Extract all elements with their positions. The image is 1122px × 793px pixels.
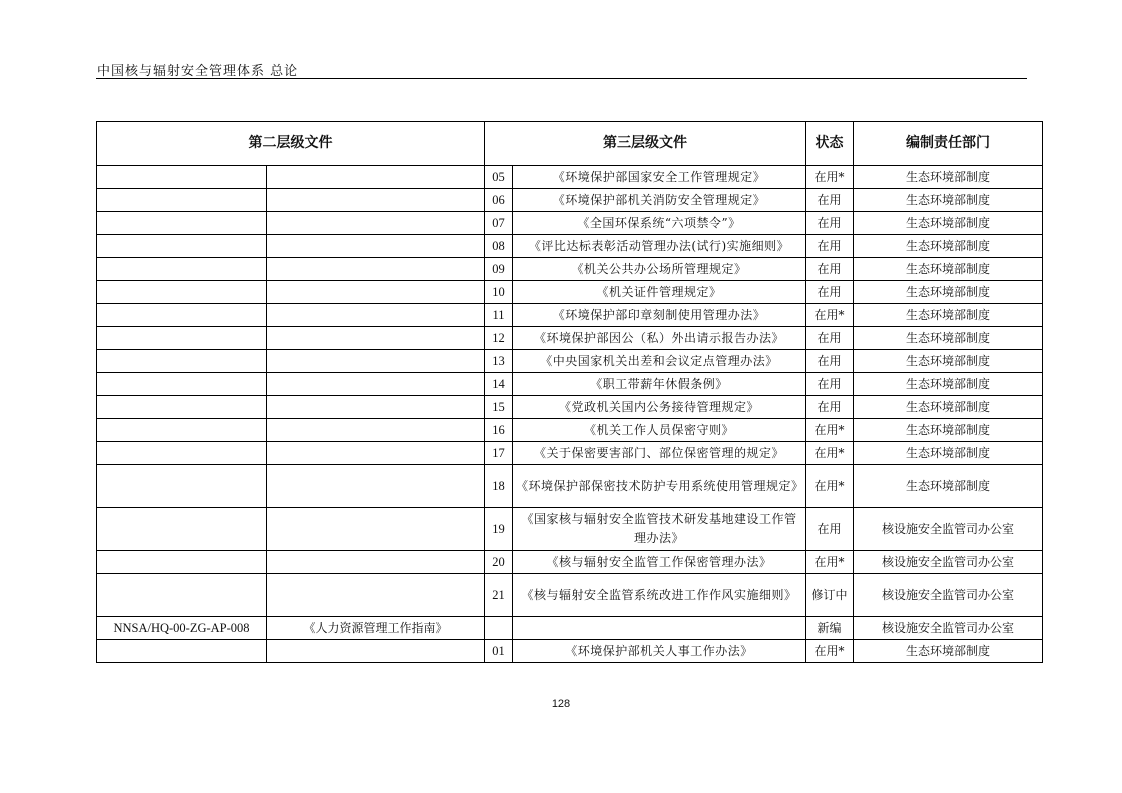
cell-level3-title [513,617,806,640]
cell-level3-title: 《国家核与辐射安全监管技术研发基地建设工作管理办法》 [513,508,806,551]
cell-status: 在用* [806,442,854,465]
cell-status: 修订中 [806,574,854,617]
cell-number: 17 [485,442,513,465]
cell-code [97,508,267,551]
cell-level3-title: 《环境保护部保密技术防护专用系统使用管理规定》 [513,465,806,508]
cell-level3-title: 《中央国家机关出差和会议定点管理办法》 [513,350,806,373]
cell-level3-title: 《机关公共办公场所管理规定》 [513,258,806,281]
cell-code [97,235,267,258]
cell-dept: 生态环境部制度 [854,258,1043,281]
cell-code [97,189,267,212]
cell-status: 在用 [806,258,854,281]
cell-number: 15 [485,396,513,419]
cell-number: 16 [485,419,513,442]
cell-level2-name [267,442,485,465]
cell-level2-name [267,640,485,663]
cell-number: 19 [485,508,513,551]
cell-level2-name [267,419,485,442]
header-rule [96,78,1027,79]
cell-status: 在用* [806,465,854,508]
table-row [97,327,1043,350]
cell-code: NNSA/HQ-00-ZG-AP-008 [97,617,267,640]
cell-number: 01 [485,640,513,663]
cell-status: 新编 [806,617,854,640]
table-body [97,166,1043,663]
cell-number: 09 [485,258,513,281]
cell-status: 在用 [806,508,854,551]
table-row [97,508,1043,551]
cell-status: 在用* [806,419,854,442]
table-row [97,419,1043,442]
table-row [97,465,1043,508]
cell-code [97,640,267,663]
table-row [97,551,1043,574]
cell-code [97,212,267,235]
cell-code [97,465,267,508]
cell-dept: 核设施安全监管司办公室 [854,508,1043,551]
cell-code [97,327,267,350]
table-row [97,212,1043,235]
cell-number: 20 [485,551,513,574]
cell-dept: 生态环境部制度 [854,419,1043,442]
cell-number: 18 [485,465,513,508]
cell-dept: 生态环境部制度 [854,640,1043,663]
cell-code [97,442,267,465]
cell-number: 14 [485,373,513,396]
header-status: 状态 [806,122,854,166]
cell-level2-name [267,465,485,508]
cell-level2-name [267,396,485,419]
table-row [97,281,1043,304]
cell-level3-title: 《环境保护部机关人事工作办法》 [513,640,806,663]
table-row [97,235,1043,258]
cell-number: 12 [485,327,513,350]
cell-code [97,419,267,442]
cell-status: 在用 [806,396,854,419]
cell-code [97,396,267,419]
cell-number: 06 [485,189,513,212]
cell-level2-name [267,166,485,189]
cell-number: 10 [485,281,513,304]
cell-level3-title: 《核与辐射安全监管系统改进工作作风实施细则》 [513,574,806,617]
cell-number: 21 [485,574,513,617]
cell-dept: 生态环境部制度 [854,189,1043,212]
cell-status: 在用* [806,551,854,574]
cell-level3-title: 《核与辐射安全监管工作保密管理办法》 [513,551,806,574]
cell-level3-title: 《机关工作人员保密守则》 [513,419,806,442]
cell-number: 07 [485,212,513,235]
header-dept: 编制责任部门 [854,122,1043,166]
cell-status: 在用 [806,235,854,258]
table-row [97,442,1043,465]
table-row [97,640,1043,663]
cell-dept: 生态环境部制度 [854,442,1043,465]
cell-dept: 生态环境部制度 [854,465,1043,508]
table-row [97,617,1043,640]
cell-level2-name [267,551,485,574]
cell-code [97,281,267,304]
cell-status: 在用* [806,166,854,189]
cell-code [97,574,267,617]
cell-dept: 核设施安全监管司办公室 [854,574,1043,617]
cell-level3-title: 《全国环保系统“六项禁令”》 [513,212,806,235]
cell-level2-name [267,508,485,551]
cell-level2-name [267,574,485,617]
cell-dept: 生态环境部制度 [854,327,1043,350]
cell-level2-name [267,212,485,235]
cell-code [97,258,267,281]
header-level2: 第二层级文件 [97,122,485,166]
cell-code [97,551,267,574]
table-row [97,574,1043,617]
table-row [97,373,1043,396]
table-row [97,304,1043,327]
cell-number: 08 [485,235,513,258]
cell-status: 在用 [806,189,854,212]
cell-level2-name [267,281,485,304]
cell-status: 在用 [806,373,854,396]
cell-number: 11 [485,304,513,327]
cell-dept: 核设施安全监管司办公室 [854,617,1043,640]
cell-level2-name [267,235,485,258]
cell-dept: 核设施安全监管司办公室 [854,551,1043,574]
cell-status: 在用 [806,327,854,350]
cell-level3-title: 《职工带薪年休假条例》 [513,373,806,396]
running-header: 中国核与辐射安全管理体系 总论 [97,64,299,79]
cell-status: 在用 [806,281,854,304]
cell-dept: 生态环境部制度 [854,212,1043,235]
table-header-row [97,122,1043,166]
cell-code [97,166,267,189]
page-number: 128 [551,698,571,710]
cell-level2-name [267,304,485,327]
cell-dept: 生态环境部制度 [854,166,1043,189]
cell-code [97,304,267,327]
cell-dept: 生态环境部制度 [854,304,1043,327]
table-row [97,258,1043,281]
document-table [96,121,1043,663]
cell-dept: 生态环境部制度 [854,350,1043,373]
cell-status: 在用* [806,640,854,663]
cell-level2-name [267,189,485,212]
cell-dept: 生态环境部制度 [854,235,1043,258]
cell-level3-title: 《环境保护部国家安全工作管理规定》 [513,166,806,189]
cell-level3-title: 《环境保护部因公（私）外出请示报告办法》 [513,327,806,350]
table-row [97,396,1043,419]
cell-code [97,373,267,396]
cell-level3-title: 《机关证件管理规定》 [513,281,806,304]
cell-level2-name [267,327,485,350]
cell-level3-title: 《关于保密要害部门、部位保密管理的规定》 [513,442,806,465]
cell-level3-title: 《环境保护部印章刻制使用管理办法》 [513,304,806,327]
table-row [97,350,1043,373]
cell-level3-title: 《党政机关国内公务接待管理规定》 [513,396,806,419]
cell-level2-name: 《人力资源管理工作指南》 [267,617,485,640]
cell-dept: 生态环境部制度 [854,281,1043,304]
cell-status: 在用 [806,350,854,373]
cell-dept: 生态环境部制度 [854,396,1043,419]
table-row [97,189,1043,212]
cell-level3-title: 《环境保护部机关消防安全管理规定》 [513,189,806,212]
cell-level3-title: 《评比达标表彰活动管理办法(试行)实施细则》 [513,235,806,258]
cell-status: 在用* [806,304,854,327]
table-row [97,166,1043,189]
cell-level2-name [267,350,485,373]
cell-level2-name [267,373,485,396]
cell-number: 13 [485,350,513,373]
cell-level2-name [267,258,485,281]
header-level3: 第三层级文件 [485,122,806,166]
cell-number: 05 [485,166,513,189]
cell-status: 在用 [806,212,854,235]
cell-number [485,617,513,640]
cell-code [97,350,267,373]
cell-dept: 生态环境部制度 [854,373,1043,396]
